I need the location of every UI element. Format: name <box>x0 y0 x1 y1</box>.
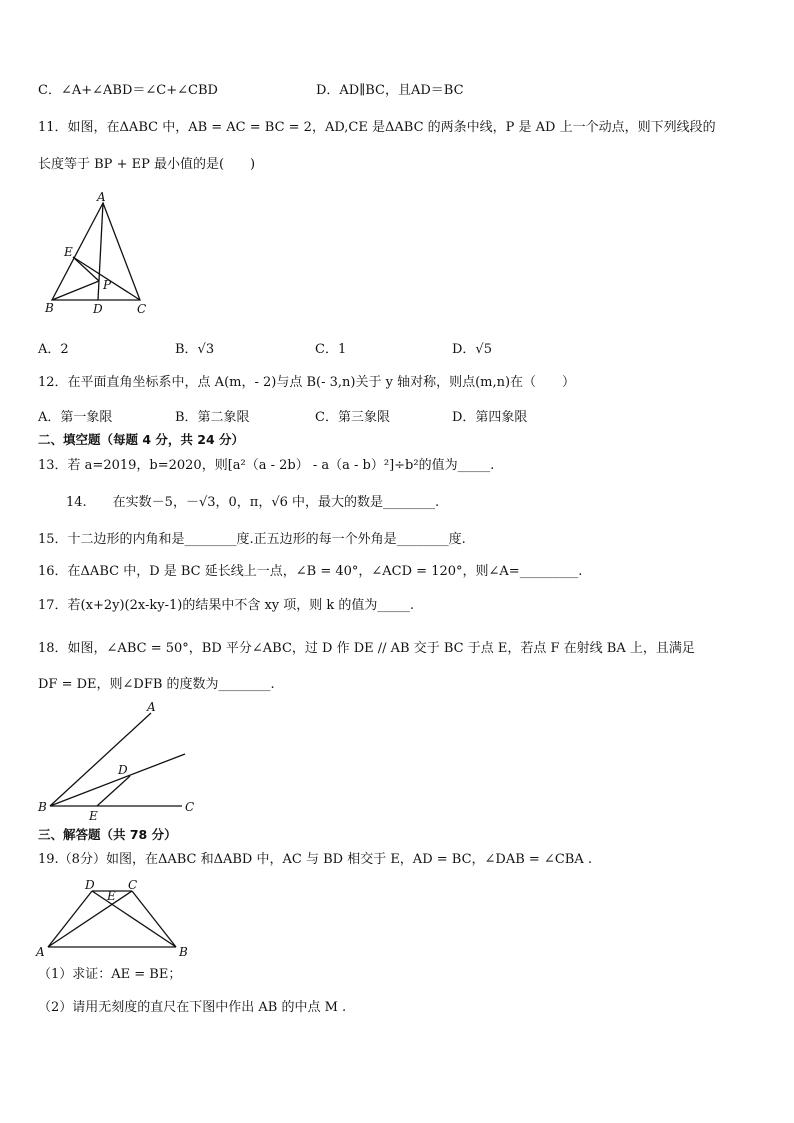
q11-label-e: E <box>64 245 73 259</box>
q10-option-d: D．AD∥BC，且AD＝BC <box>316 83 464 98</box>
q11-stem-line1: 11．如图，在ΔABC 中，AB = AC = BC = 2，AD,CE 是ΔABC 的两条中线，P 是 AD 上一个动点，则下列线段的 <box>38 120 716 135</box>
q11-option-d: D．√5 <box>452 342 492 357</box>
q11-label-c: C <box>137 302 147 316</box>
q18-label-b: B <box>38 800 47 814</box>
q19-label-a: A <box>36 945 45 959</box>
q11-option-a: A．2 <box>38 342 69 357</box>
q11-option-b: B．√3 <box>175 342 215 357</box>
q14-stem: 14. 在实数－5，－√3，0，π，√6 中，最大的数是________. <box>66 495 440 510</box>
q18-stem-line2: DF = DE，则∠DFB 的度数为________. <box>38 677 275 692</box>
q11-label-b: B <box>45 301 54 315</box>
q12-option-c: C．第三象限 <box>315 410 390 425</box>
q18-label-e: E <box>89 809 98 823</box>
q16-stem: 16．在ΔABC 中，D 是 BC 延长线上一点，∠B = 40°，∠ACD = 120°，则∠A=_________. <box>38 564 583 579</box>
q10-option-c: C．∠A+∠ABD＝∠C+∠CBD <box>38 83 218 98</box>
q19-label-b: B <box>179 945 188 959</box>
q19-stem: 19.（8分）如图，在ΔABC 和ΔABD 中，AC 与 BD 相交于 E，AD = BC，∠DAB = ∠CBA . <box>38 852 592 867</box>
segment-cb <box>132 891 176 947</box>
q12-option-b: B．第二象限 <box>175 410 250 425</box>
q11-label-d: D <box>93 302 103 316</box>
q11-stem-line2: 长度等于 BP + EP 最小值的是( ) <box>38 157 256 172</box>
q19-label-c: C <box>128 878 138 892</box>
q18-label-c: C <box>185 800 195 814</box>
q12-option-d: D．第四象限 <box>452 410 528 425</box>
q11-option-c: C．1 <box>315 342 347 357</box>
q18-stem-line1: 18．如图，∠ABC = 50°，BD 平分∠ABC，过 D 作 DE // AB 交于 BC 于点 E，若点 F 在射线 BA 上，且满足 <box>38 641 695 656</box>
segment-ad <box>48 891 92 947</box>
q18-label-a: A <box>147 700 156 714</box>
q15-stem: 15．十二边形的内角和是________度.正五边形的每一个外角是________度. <box>38 532 466 547</box>
q19-part2: （2）请用无刻度的直尺在下图中作出 AB 的中点 M . <box>38 1000 347 1015</box>
q17-stem: 17．若(x+2y)(2x-ky-1)的结果中不含 xy 项，则 k 的值为_____. <box>38 598 415 613</box>
segment-ac <box>48 891 132 947</box>
segment-bd <box>92 891 176 947</box>
q11-label-p: P <box>103 278 112 292</box>
q19-part1: （1）求证：AE = BE； <box>38 967 182 982</box>
q12-option-a: A．第一象限 <box>38 410 113 425</box>
section-heading-fill-in: 二、填空题（每题 4 分，共 24 分） <box>38 432 245 447</box>
q13-stem: 13．若 a=2019，b=2020，则[a²（a - 2b） - a（a - b）²]÷b²的值为_____. <box>38 458 495 473</box>
q19-label-e: E <box>107 889 116 903</box>
q18-label-d: D <box>118 763 128 777</box>
q12-stem: 12．在平面直角坐标系中，点 A(m，- 2)与点 B(- 3,n)关于 y 轴对称，则点(m,n)在（ ） <box>38 375 576 390</box>
q11-label-a: A <box>97 190 106 204</box>
section-heading-solutions: 三、解答题（共 78 分） <box>38 827 177 842</box>
q19-label-d: D <box>85 878 95 892</box>
